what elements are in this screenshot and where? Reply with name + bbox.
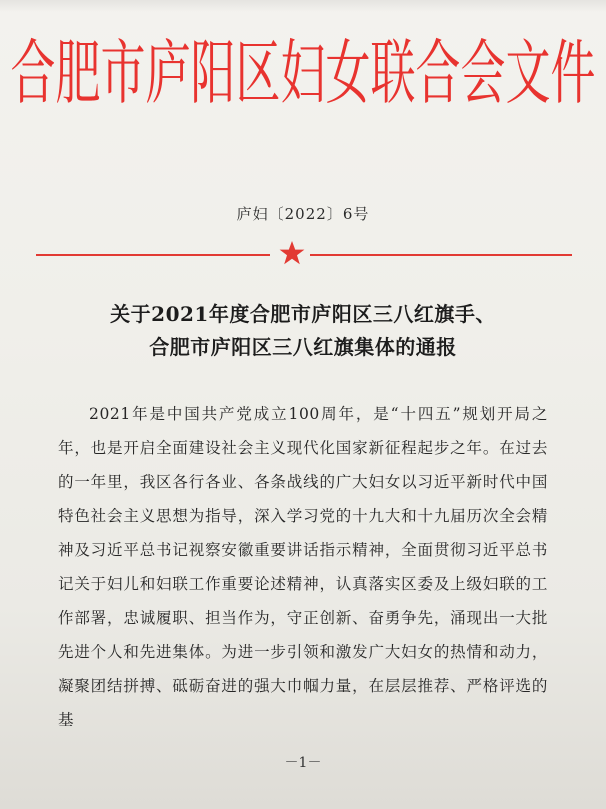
organization-header: 合肥市庐阳区妇女联合会文件: [10, 31, 596, 114]
page-number: －1－: [284, 755, 322, 771]
red-star-icon: [279, 240, 305, 266]
divider-line-left: [36, 254, 270, 256]
notice-title-line2: 合肥市庐阳区三八红旗集体的通报: [149, 335, 457, 359]
notice-title-line1: 关于2021年度合肥市庐阳区三八红旗手、: [110, 302, 496, 326]
page-shadow: [0, 0, 606, 12]
divider-line-right: [310, 254, 572, 256]
body-paragraph: 2021年是中国共产党成立100周年，是“十四五”规划开局之年，也是开启全面建设社会主义现代化国家新征程起步之年。在过去的一年里，我区各行各业、各条战线的广大妇女以习近平新时代中国特色社会主义思想为指导，深入学习党的十九大和十九届历次全会精神及习近平总书记视察安徽重要讲话指示精神，全面贯彻习近平总书记关于妇儿和妇联工作重要论述精神，认真落实区委及上级妇联的工作部署，忠诚履职、担当作为，守正创新、奋勇争先，涌现出一大批先进个人和先进集体。为进一步引领和激发广大妇女的热情和动力，凝聚团结拼搏、砥砺奋进的强大巾帼力量，在层层推荐、严格评选的基: [58, 405, 548, 729]
document-number: 庐妇〔2022〕6号: [236, 205, 370, 223]
